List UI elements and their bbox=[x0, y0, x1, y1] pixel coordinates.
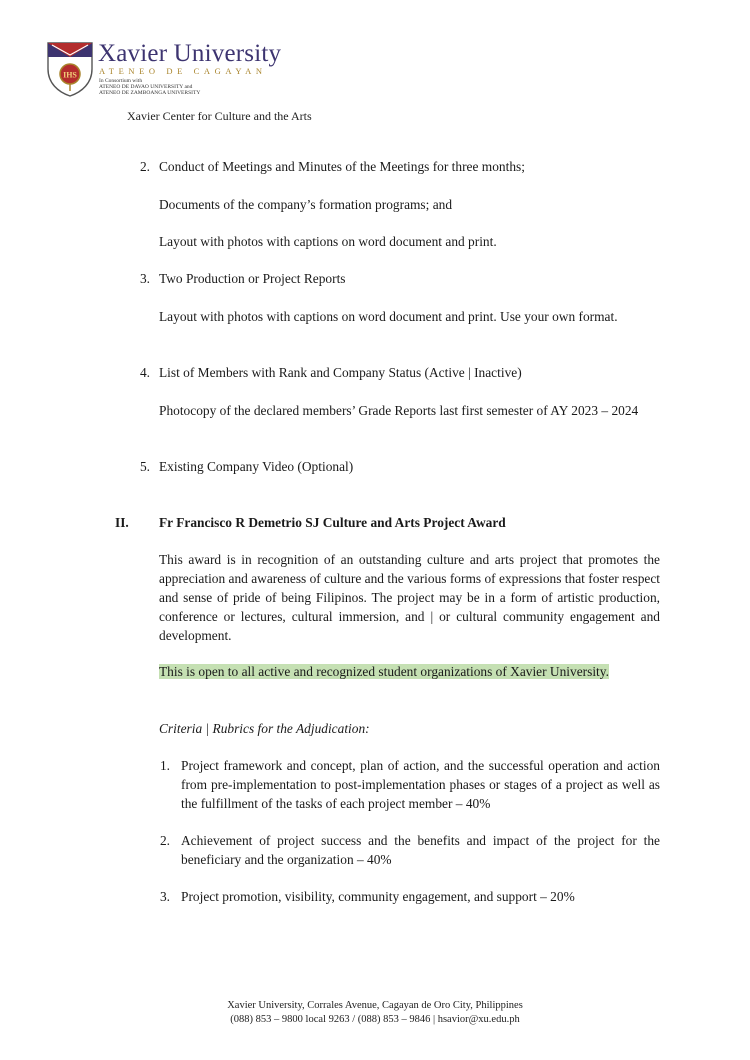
list-item-text: Conduct of Meetings and Minutes of the Meetings for three months; bbox=[159, 159, 525, 174]
university-name: Xavier University bbox=[98, 40, 282, 67]
list-item-detail: Layout with photos with captions on word document and print. bbox=[159, 234, 497, 249]
list-item-detail: Documents of the company’s formation programs; and bbox=[159, 197, 453, 212]
award-description: This award is in recognition of an outstanding culture and arts project that promotes the appreciation and awareness of culture and the various forms of expressions that foster respect and sense of pride of being Filipinos. The project may be in a form of artistic production, conference or lectures, cultural immersion, and | or cultural community engagement and development. bbox=[159, 552, 660, 643]
section-title-text: Fr Francisco R Demetrio SJ Culture and Arts Project Award bbox=[159, 515, 506, 530]
criteria-number: 3. bbox=[159, 889, 170, 904]
highlighted-text: This is open to all active and recognized student organizations of Xavier University. bbox=[159, 664, 609, 679]
crest-letters: IHS bbox=[63, 70, 77, 80]
criteria-item: Project promotion, visibility, community engagement, and support – 20% bbox=[181, 889, 575, 904]
criteria-item: Achievement of project success and the benefits and impact of the project for the beneficiary and the organization – 40% bbox=[181, 833, 660, 867]
criteria-item: Project framework and concept, plan of action, and the successful operation and action from pre-implementation to post-implementation phases or stages of a project as well as the fulfillment of the tasks of each project member – 40% bbox=[181, 758, 660, 811]
list-item-number: 5. bbox=[139, 459, 150, 474]
letterhead bbox=[0, 0, 750, 130]
section-numeral-text: II. bbox=[115, 515, 129, 530]
consortium-line: ATENEO DE DAVAO UNIVERSITY and bbox=[99, 84, 193, 91]
consortium-line: In Consortium with bbox=[99, 78, 143, 84]
list-item-text: List of Members with Rank and Company Status (Active | Inactive) bbox=[159, 365, 522, 380]
list-item-detail: Layout with photos with captions on word document and print. Use your own format. bbox=[159, 309, 618, 324]
eligibility-note bbox=[159, 662, 660, 681]
list-item-number: 2. bbox=[139, 159, 150, 174]
list-item-number: 3. bbox=[139, 271, 150, 286]
list-item-text: Two Production or Project Reports bbox=[159, 271, 346, 286]
criteria-number: 2. bbox=[159, 833, 170, 848]
footer-address: Xavier University, Corrales Avenue, Cagayan de Oro City, Philippines bbox=[227, 1000, 523, 1011]
section-numeral bbox=[115, 513, 155, 532]
consortium-note bbox=[99, 78, 200, 97]
center-name: Xavier Center for Culture and the Arts bbox=[127, 109, 312, 123]
consortium-line: ATENEO DE ZAMBOANGA UNIVERSITY bbox=[99, 90, 201, 97]
criteria-number: 1. bbox=[159, 758, 170, 773]
university-subtitle: ATENEO DE CAGAYAN bbox=[99, 66, 267, 76]
section-title bbox=[159, 513, 660, 532]
footer-contact: (088) 853 – 9800 local 9263 / (088) 853 – 9846 | hsavior@xu.edu.ph bbox=[230, 1014, 520, 1025]
criteria-heading bbox=[159, 719, 660, 738]
university-crest-icon bbox=[46, 41, 94, 97]
list-item-detail: Photocopy of the declared members’ Grade Reports last first semester of AY 2023 – 2024 bbox=[159, 403, 639, 418]
list-item-number: 4. bbox=[139, 365, 150, 380]
list-item-text: Existing Company Video (Optional) bbox=[159, 459, 354, 474]
criteria-heading-text: Criteria | Rubrics for the Adjudication: bbox=[159, 721, 370, 736]
